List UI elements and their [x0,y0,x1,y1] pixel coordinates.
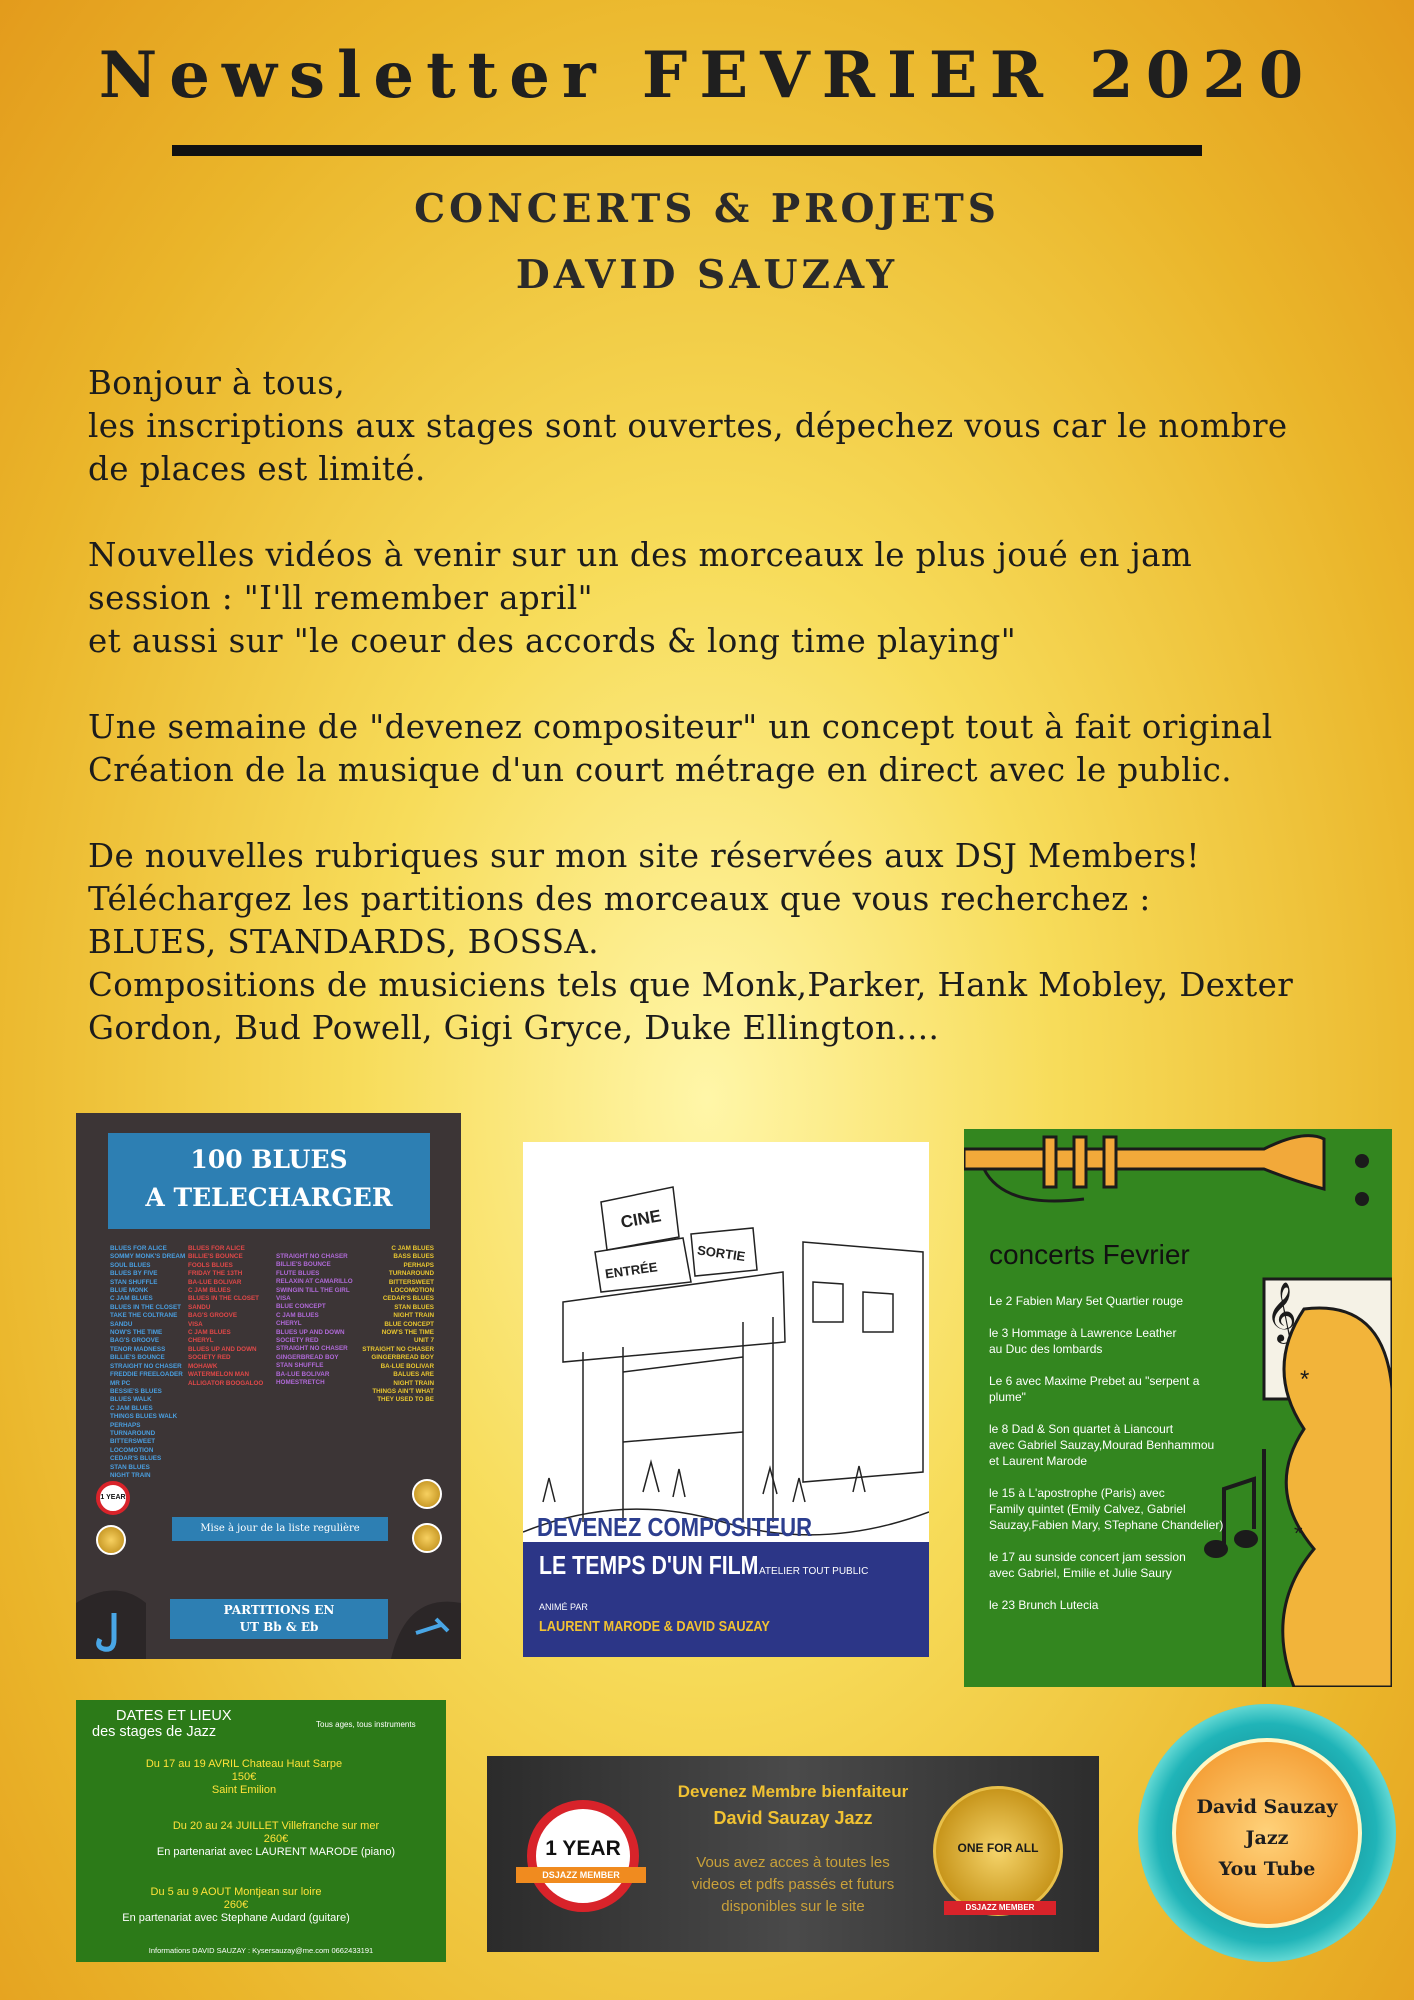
blues-title-item: STRAIGHT NO CHASER [276,1345,348,1353]
blues-title-list [188,1245,263,1388]
blues-title-item: STAN BLUES [394,1303,434,1311]
musician-photo [88,1752,122,1800]
stage-aout: Du 5 au 9 AOUT Montjean sur loire 260€ En partenariat avec Stephane Audard (guitare) [122,1886,350,1924]
blues-title-item: CEDAR'S BLUES [110,1455,162,1463]
concert-item: le 8 Dad & Son quartet à Liancourt avec Gabriel Sauzay,Mourad Benhammou et Laurent Marode [989,1422,1215,1468]
blues-title-list [276,1253,353,1388]
cine-sign: CINE [619,1206,663,1232]
blues-title-item: BILLIE'S BOUNCE [110,1354,165,1362]
blues-title-item: PERHAPS [110,1421,141,1429]
blues-title-item: RELAXIN AT CAMARILLO [276,1278,353,1286]
stages-poster[interactable] [76,1700,446,1962]
concert-item: Le 6 avec Maxime Prebet au "serpent a plume" [989,1374,1200,1404]
stage-juillet: Du 20 au 24 JUILLET Villefranche sur mer 260€ En partenariat avec LAURENT MARODE (piano) [156,1820,396,1858]
blues-title-item: VISA [276,1295,291,1303]
compositeur-poster[interactable] [523,1142,929,1657]
venue-photo [364,1752,434,1804]
compositeur-subtitle: LE TEMPS D'UN FILM [539,1550,759,1580]
gold-medal-icon [412,1479,442,1509]
concerts-poster[interactable] [964,1129,1392,1687]
blues-title-item: STRAIGHT NO CHASER [110,1362,182,1370]
partitions-label: PARTITIONS EN UT Bb & Eb [170,1599,388,1639]
blues-title-item: BASS BLUES [393,1253,434,1261]
blues-title-item: C JAM BLUES [110,1295,153,1303]
blues-title-item: BA-LUE BOLIVAR [188,1278,242,1286]
blues-title-item: BLUES IN THE CLOSET [110,1303,182,1311]
blues-title-item: BLUES IN THE CLOSET [188,1295,260,1303]
blues-title-item: STAN SHUFFLE [110,1278,158,1286]
list-update-label: Mise à jour de la liste regulière [172,1517,388,1541]
blues-poster[interactable] [76,1113,461,1659]
member-title: Devenez Membre bienfaiteur [677,1782,909,1801]
concert-item: Le 2 Fabien Mary 5et Quartier rouge [989,1294,1184,1308]
blues-title-item: MOHAWK [188,1362,218,1370]
blues-title-item: LOCOMOTION [110,1446,154,1454]
blues-poster-header: 100 BLUES A TELECHARGER [108,1133,430,1229]
entree-sign: ENTRÉE [604,1259,659,1282]
musician-photo [394,1816,438,1868]
blues-title-item: CHERYL [188,1337,214,1345]
subtitle-concerts: CONCERTS & PROJETS [414,186,1000,232]
blues-title-item: SANDU [110,1320,133,1328]
blues-title-item: SWINGIN TILL THE GIRL [276,1286,350,1294]
saxophone-trumpet-icon [76,1573,461,1659]
blues-title-item: BAG'S GROOVE [188,1312,238,1320]
concert-item: le 3 Hommage à Lawrence Leather au Duc des lombards [989,1326,1177,1356]
blues-title-item: SOCIETY RED [276,1337,319,1345]
concert-item: le 17 au sunside concert jam session avec Gabriel, Emilie et Julie Saury [989,1550,1186,1580]
blues-title-item: GINGERBREAD BOY [371,1354,434,1362]
concerts-title: concerts Fevrier [989,1239,1190,1270]
blues-title-item: C JAM BLUES [188,1329,231,1337]
blues-title-item: C JAM BLUES [110,1404,153,1412]
svg-text:𝄞: 𝄞 [1266,1282,1297,1342]
blues-title-item: CEDAR'S BLUES [382,1295,434,1303]
blues-title-item: THINGS AIN'T WHAT THEY USED TO BE [372,1387,434,1404]
group-photo [84,1818,158,1866]
blues-title-item: NOW'S THE TIME [381,1329,434,1337]
svg-text:*: * [1294,1521,1303,1546]
blues-title-item: GINGERBREAD BOY [276,1353,339,1361]
blues-title-item: NOW'S THE TIME [110,1329,163,1337]
blues-title-item: BITTERSWEET [110,1438,156,1446]
blues-title-item: LOCOMOTION [390,1287,434,1295]
blues-title-item: TENOR MADNESS [110,1345,166,1353]
member-brand: David Sauzay Jazz [713,1808,873,1828]
blues-title-item: FOOLS BLUES [188,1261,233,1269]
blues-title-item: BA-LUE BOLIVAR [276,1370,330,1378]
blues-title-item: FREDDIE FREELOADER [110,1371,183,1379]
cinema-sketch-illustration [523,1142,929,1542]
blues-title-item: TURNAROUND [388,1270,434,1278]
blues-title-item: TURNAROUND [110,1429,156,1437]
blues-title-item: BLUES FOR ALICE [110,1245,167,1252]
blues-title-item: STRAIGHT NO CHASER [276,1253,348,1260]
blues-title-item: THINGS BLUES WALK [110,1413,178,1421]
stage-avril: Du 17 au 19 AVRIL Chateau Haut Sarpe 150€ Saint Emilion [145,1758,343,1796]
concerts-list [989,1293,1279,1629]
blues-title-item: BA-LUE BOLIVAR BALUES ARE [380,1362,434,1379]
blues-title-item: TAKE THE COLTRANE [110,1312,178,1320]
blues-title-list [354,1245,434,1405]
member-description: Vous avez acces à toutes les videos et pdfs passés et futurs disponibles sur le site [691,1854,895,1915]
blues-title-item: BAG'S GROOVE [110,1337,160,1345]
blues-title-item: BITTERSWEET [388,1278,434,1286]
blues-title-item: ALLIGATOR BOOGALOO [188,1379,264,1387]
anime-par-label: ANIMÉ PAR [539,1602,588,1612]
blues-title-item: NIGHT TRAIN [393,1379,434,1387]
one-year-badge-icon: 1 YEAR [96,1481,130,1515]
musician-photo [84,1882,114,1928]
paragraph-stages: Bonjour à tous, les inscriptions aux stages sont ouvertes, dépechez vous car le nombre de places est limité. [88,364,1288,488]
blues-title-item: BLUES UP AND DOWN [276,1328,345,1336]
blues-title-item: STAN BLUES [110,1463,150,1471]
paragraph-members: De nouvelles rubriques sur mon site réservées aux DSJ Members! Téléchargez les partitions des morceaux que vous recherchez : BLUES, STANDARDS, BOSSA. Compositions de musiciens tels que Monk,Parker, Hank Mobley, Dexter Gordon, Bud Powell, Gigi Gryce, Duke Ellington.... [88,837,1294,1047]
group-photo [358,1882,438,1932]
blues-title-item: UNIT 7 [414,1337,434,1345]
blues-title-item: STRAIGHT NO CHASER [362,1345,434,1353]
blues-title-item: SOMMY MONK'S DREAM [110,1253,186,1261]
stages-ages-note: Tous ages, tous instruments [316,1720,416,1729]
member-banner[interactable] [487,1756,1099,1952]
blues-title-item: BILLIE'S BOUNCE [276,1261,331,1269]
concert-item: le 23 Brunch Lutecia [989,1598,1099,1612]
blues-title-item: C JAM BLUES [391,1245,434,1252]
animators-names: LAURENT MARODE & DAVID SAUZAY [539,1618,770,1635]
newsletter-title: Newsletter FEVRIER 2020 [98,38,1316,113]
blues-title-item: WATERMELON MAN [188,1371,250,1379]
stages-contact-info: Informations DAVID SAUZAY : Kysersauzay@me.com 0662433191 [148,1946,374,1955]
blues-title-item: HOMESTRETCH [276,1379,325,1387]
stages-title: DATES ET LIEUX des stages de Jazz [92,1708,232,1740]
blues-title-item: BLUES BY FIVE [110,1270,158,1278]
blues-title-item: C JAM BLUES [188,1287,231,1295]
one-year-badge-icon: 1 YEAR DSJAZZ MEMBER [527,1800,639,1912]
atelier-label: ATELIER TOUT PUBLIC [759,1566,869,1577]
title-divider [172,145,1202,156]
blues-title-item: BILLIE'S BOUNCE [188,1253,243,1261]
youtube-inner-circle: David Sauzay Jazz You Tube [1172,1738,1362,1928]
blues-title-list [110,1245,185,1480]
blues-title-item: FLUTE BLUES [276,1269,320,1277]
blues-title-item: BLUES UP AND DOWN [188,1345,257,1353]
blues-title-item: BLUES WALK [110,1396,152,1404]
blues-title-item: BESSIE'S BLUES [110,1387,162,1395]
blues-title-item: SOCIETY RED [188,1354,231,1362]
blues-title-item: STAN SHUFFLE [276,1362,324,1370]
blues-title-item: NIGHT TRAIN [393,1312,434,1320]
blues-title-item: BLUE MONK [110,1287,149,1295]
gold-medal-icon [412,1523,442,1553]
youtube-channel-button[interactable] [1138,1704,1396,1962]
compositeur-title: DEVENEZ COMPOSITEUR [537,1512,813,1542]
gold-medal-icon [96,1525,126,1555]
blues-title-item: BLUE CONCEPT [276,1303,326,1311]
svg-text:*: * [1300,1366,1310,1393]
blues-title-item: SANDU [188,1303,211,1311]
sortie-sign: SORTIE [696,1242,747,1265]
blues-title-item: SOUL BLUES [110,1261,151,1269]
paragraph-videos: Nouvelles vidéos à venir sur un des morceaux le plus joué en jam session : "I'll remember april" et aussi sur "le coeur des accords & long time playing" [88,536,1193,660]
paragraph-compositeur: Une semaine de "devenez compositeur" un concept tout à fait original Création de la musique d'un court métrage en direct avec le public. [88,708,1273,789]
blues-title-item: PERHAPS [403,1261,434,1269]
blues-title-item: NIGHT TRAIN [110,1471,151,1479]
blues-title-item: FRIDAY THE 13TH [188,1270,243,1278]
blues-title-item: BLUES FOR ALICE [188,1245,245,1252]
newsletter-body [88,362,1388,1093]
blues-title-item: C JAM BLUES [276,1311,319,1319]
concert-item: le 15 à L'apostrophe (Paris) avec Family quintet (Emily Calvez, Gabriel Sauzay,Fabien Mary, STephane Chandelier) [989,1486,1224,1532]
subtitle-name: DAVID SAUZAY [515,252,899,298]
blues-title-item: MR PC [110,1379,131,1387]
blues-title-item: CHERYL [276,1320,302,1328]
blues-title-item: BLUE CONCEPT [384,1320,434,1328]
one-for-all-badge-icon: ONE FOR ALL DSJAZZ MEMBER [933,1786,1063,1916]
blues-title-item: VISA [188,1320,203,1328]
